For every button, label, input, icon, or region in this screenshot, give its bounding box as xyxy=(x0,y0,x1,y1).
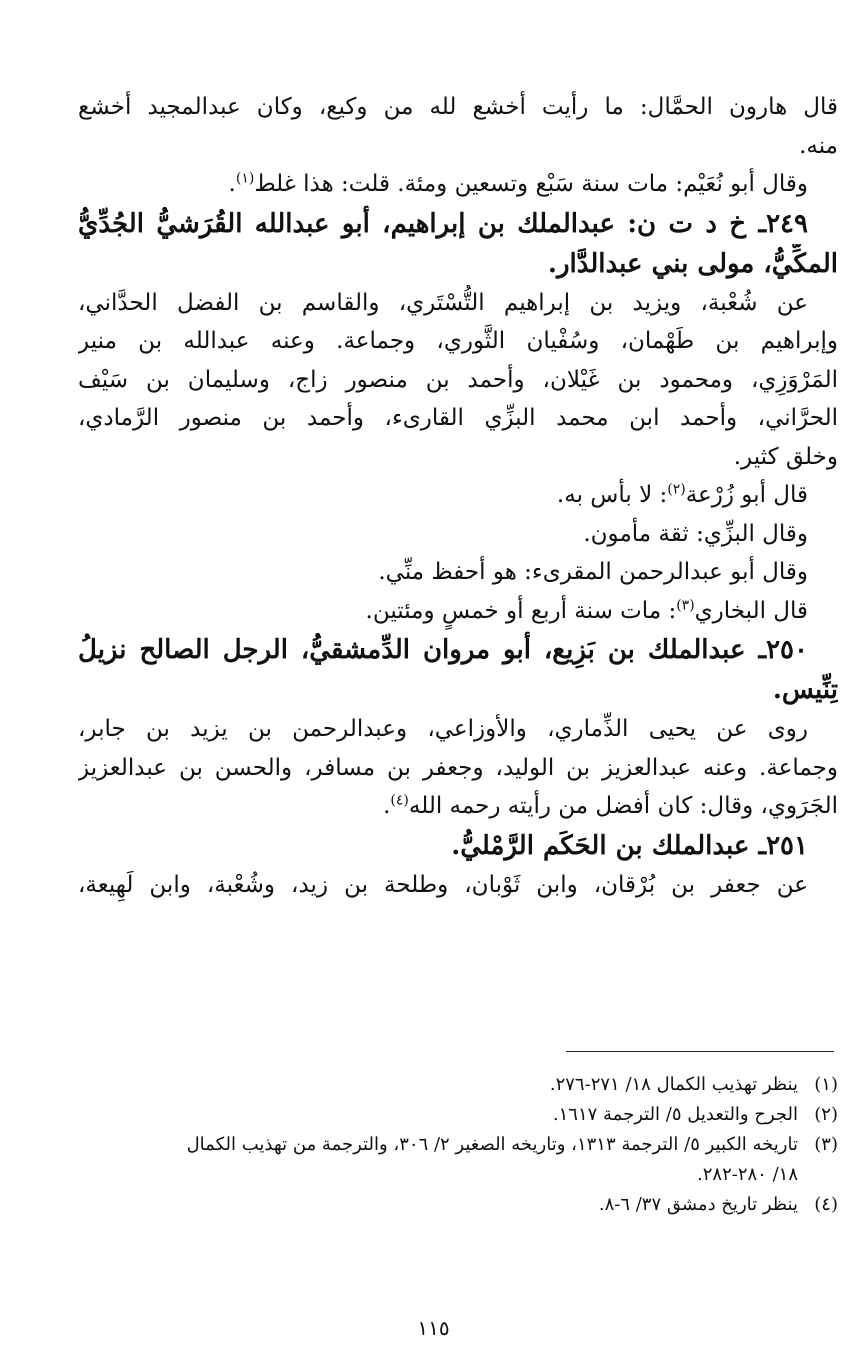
footnote-number: (٢) xyxy=(814,1104,838,1125)
quote-line xyxy=(78,476,838,515)
entry-heading-249: ٢٤٩ـ خ د ت ن: عبدالملك بن إبراهيم، أبو عبدالله القُرَشيُّ الجُدِّيُّ xyxy=(78,208,808,239)
page-number: ١١٥ xyxy=(417,1316,450,1340)
footnote-ref[interactable]: (٣) xyxy=(676,596,695,613)
quote-text: : لا بأس به. xyxy=(556,482,668,508)
footnote xyxy=(60,1190,838,1220)
paragraph-line: روى عن يحيى الذِّماري، والأوزاعي، وعبدالرحمن بن يزيد بن جابر، xyxy=(78,716,808,742)
footnote-number: (٤) xyxy=(814,1194,838,1215)
footnote-continuation: ١٨/ ٢٨٠-٢٨٢. xyxy=(697,1164,798,1185)
paragraph-line: وجماعة. وعنه عبدالعزيز بن الوليد، وجعفر بن مسافر، والحسن بن عبدالعزيز xyxy=(78,754,838,781)
quote-line: وقال أبو عبدالرحمن المقرىء: هو أحفظ منِّي. xyxy=(378,559,808,585)
quote-line xyxy=(78,592,838,631)
paragraph-text: . xyxy=(383,793,391,819)
paragraph-line xyxy=(78,787,838,826)
footnote-number: (١) xyxy=(814,1074,838,1095)
paragraph-line: وخلق كثير. xyxy=(733,443,838,470)
paragraph-text: الجَرَوي، وقال: كان أفضل من رأيته رحمه الله xyxy=(408,793,838,819)
footnote-ref[interactable]: (١) xyxy=(235,170,255,187)
entry-heading-249-cont: المكِّيُّ، مولى بني عبدالدَّار. xyxy=(547,248,838,279)
footnote xyxy=(60,1100,838,1130)
paragraph-line: وقال أبو نُعَيْم: مات سنة سَبْع وتسعين ومئة. قلت: هذا غلط$^{(١)}$. xyxy=(228,170,808,197)
paragraph-line: عن شُعْبة، ويزيد بن إبراهيم التُّسْتَري، والقاسم بن الفضل الحدَّاني، xyxy=(78,289,808,316)
entry-heading-250-cont: تِنِّيس. xyxy=(772,675,838,705)
footnote-ref[interactable]: (٤) xyxy=(390,792,409,809)
quote-text: قال البخاري xyxy=(694,597,808,624)
quote-text: قال أبو زُرْعة xyxy=(685,482,808,508)
paragraph-line: الحرَّاني، وأحمد ابن محمد البزِّي القارىء، وأحمد بن منصور الرَّمادي، xyxy=(78,405,838,431)
entry-heading-251: ٢٥١ـ عبدالملك بن الحَكَم الرَّمْليُّ. xyxy=(451,830,808,861)
paragraph-text: وقال أبو نُعَيْم: مات سنة سَبْع وتسعين ومئة. قلت: هذا غلط xyxy=(254,171,808,197)
main-text xyxy=(78,88,838,904)
footnote-divider xyxy=(566,1051,834,1052)
footnote-ref[interactable]: (٢) xyxy=(667,481,686,498)
quote-text: : مات سنة أربع أو خمسٍ ومئتين. xyxy=(365,597,677,624)
paragraph-line: وإبراهيم بن طَهْمان، وسُفْيان الثَّوري، وجماعة. وعنه عبدالله بن منير xyxy=(78,328,838,354)
entry-heading-250: ٢٥٠ـ عبدالملك بن بَزِيع، أبو مروان الدِّمشقيُّ، الرجل الصالح نزيلُ xyxy=(78,635,808,665)
quote-line: وقال البزِّي: ثقة مأمون. xyxy=(583,520,808,547)
footnotes xyxy=(60,1070,838,1220)
paragraph-line: عن جعفر بن بُرْقان، وابن ثَوْبان، وطلحة بن زيد، وشُعْبة، وابن لَهِيعة، xyxy=(78,871,808,898)
footnote-number: (٣) xyxy=(814,1134,838,1155)
footnote-text: ينظر تهذيب الكمال ١٨/ ٢٧١-٢٧٦. xyxy=(549,1074,798,1095)
footnote-text: ينظر تاريخ دمشق ٣٧/ ٦-٨. xyxy=(598,1194,798,1215)
footnote xyxy=(60,1070,838,1100)
footnote xyxy=(60,1130,838,1160)
footnote-text: الجرح والتعديل ٥/ الترجمة ١٦١٧. xyxy=(552,1104,798,1125)
paragraph-line: منه. xyxy=(799,132,838,159)
footnote-text: تاريخه الكبير ٥/ الترجمة ١٣١٣، وتاريخه الصغير ٢/ ٣٠٦، والترجمة من تهذيب الكمال xyxy=(186,1134,798,1155)
paragraph-line: قال هارون الحمَّال: ما رأيت أخشع لله من وكيع، وكان عبدالمجيد أخشع xyxy=(78,94,838,120)
paragraph-line: المَرْوَزِي، ومحمود بن غَيْلان، وأحمد بن منصور زاج، وسليمان بن سَيْف xyxy=(78,366,838,393)
